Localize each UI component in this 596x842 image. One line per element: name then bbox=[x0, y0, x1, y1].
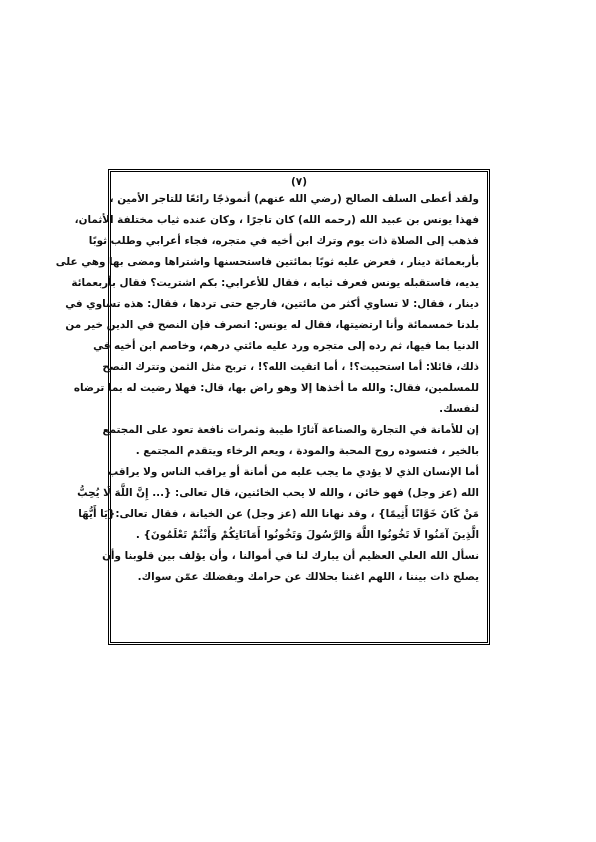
text-line: إن للأمانة في التجارة والصناعة آثارًا طيبة وثمرات نافعة تعود على المجتمع bbox=[102, 424, 479, 436]
paragraph bbox=[102, 546, 479, 588]
text-line: للمسلمين، فقال: والله ما أخذها إلا وهو راض بها، قال: فهلا رضيت له بما ترضاه bbox=[73, 382, 479, 394]
article-body bbox=[55, 189, 479, 588]
text-line: الله (عز وجل) فهو خائن ، والله لا يحب الخائنين، قال تعالى: {... إِنَّ اللَّهَ لَا يُحِبُّ bbox=[77, 487, 479, 499]
text-line: أما الإنسان الذي لا يؤدي ما يجب عليه من أمانة أو يراقب الناس ولا يراقب bbox=[107, 466, 479, 478]
text-line: مَنْ كَانَ خَوَّانًا أَثِيمًا} ، وقد نهانا الله (عز وجل) عن الخيانة ، فقال تعالى:{يَا أَيُّهَا bbox=[78, 508, 479, 520]
text-line: الَّذِينَ آمَنُوا لَا تَخُونُوا اللَّهَ وَالرَّسُولَ وَتَخُونُوا أَمَانَاتِكُمْ وَأَنْتُمْ تَعْلَمُونَ} . bbox=[135, 529, 479, 541]
text-line: بأربعمائة دينار ، فعرض عليه ثوبًا بمائتين فاستحسنها واشتراها ومضى بها وهي على bbox=[55, 256, 479, 268]
text-line: نسأل الله العلي العظيم أن يبارك لنا في أموالنا ، وأن يؤلف بين قلوبنا وأن bbox=[102, 550, 479, 562]
paragraph bbox=[77, 462, 479, 546]
text-line: ولقد أعطى السلف الصالح (رضي الله عنهم) أنموذجًا رائعًا للتاجر الأمين ، bbox=[109, 193, 479, 205]
page-frame bbox=[55, 169, 490, 645]
text-line: بالخير ، فتسوده روح المحبة والمودة ، ويعم الرخاء ويتقدم المجتمع . bbox=[135, 445, 479, 457]
text-line: ذلك، قائلا: أما استحييت؟! ، أما اتقيت الله؟! ، تربح مثل الثمن وتترك النصح bbox=[102, 361, 479, 373]
text-line: فهذا يونس بن عبيد الله (رحمه الله) كان تاجرًا ، وكان عنده ثياب مختلفة الأثمان، bbox=[74, 214, 479, 226]
text-line: فذهب إلى الصلاة ذات يوم وترك ابن أخيه في متجره، فجاء أعرابي وطلب ثوبًا bbox=[88, 235, 479, 247]
text-line: بلدنا خمسمائة وأنا ارتضيتها، فقال له يونس: انصرف فإن النصح في الدين خير من bbox=[65, 319, 479, 331]
paragraph bbox=[102, 420, 479, 462]
text-line: الدنيا بما فيها، ثم رده إلى متجره ورد عليه مائتي درهم، وخاصم ابن أخيه في bbox=[93, 340, 479, 352]
text-line: يديه، فاستقبله يونس فعرف ثيابه ، فقال للأعرابي: بكم اشتريت؟ فقال بأربعمائة bbox=[71, 277, 479, 289]
text-line: يصلح ذات بيننا ، اللهم اغننا بحلالك عن حرامك وبفضلك عمّن سواك. bbox=[137, 571, 479, 583]
text-line: دينار ، فقال: لا تساوي أكثر من مائتين، فارجع حتى تردها ، فقال: هذه تساوي في bbox=[65, 298, 479, 310]
paragraph bbox=[55, 189, 479, 420]
text-line: لنفسك. bbox=[439, 403, 479, 415]
page-number: (٧) bbox=[290, 176, 308, 188]
